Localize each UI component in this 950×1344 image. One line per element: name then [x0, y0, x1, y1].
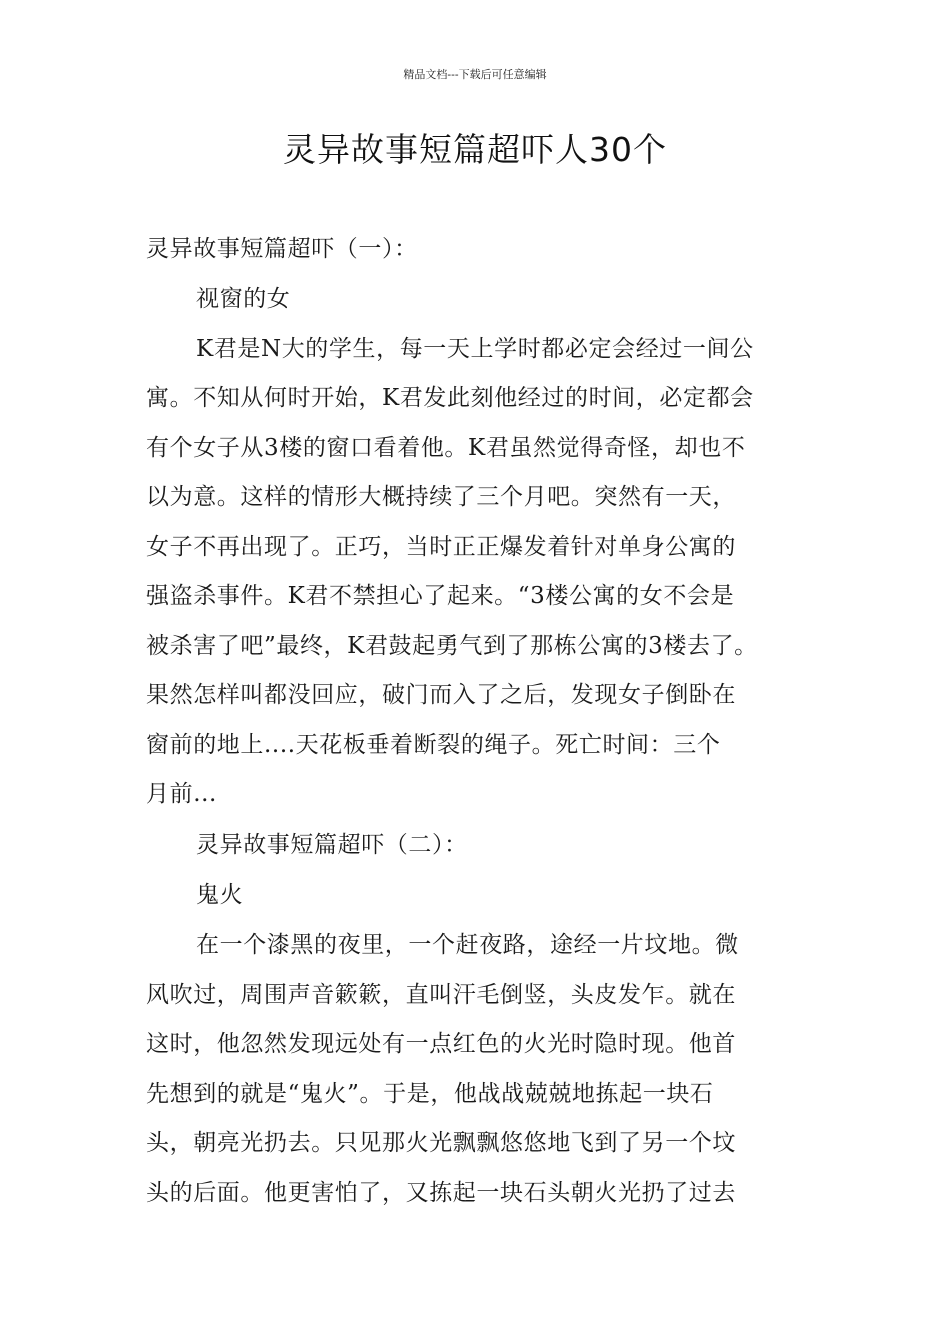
paragraph-line: 有个女子从3楼的窗口看着他。K君虽然觉得奇怪，却也不	[146, 435, 746, 461]
paragraph-line: 窗前的地上....天花板垂着断裂的绳子。死亡时间：三个	[146, 732, 721, 758]
section-heading-1: 灵异故事短篇超吓（一）：	[146, 236, 418, 262]
paragraph-line: 强盗杀事件。K君不禁担心了起来。“3楼公寓的女不会是	[146, 583, 735, 609]
paragraph-line: 头，朝亮光扔去。只见那火光飘飘悠悠地飞到了另一个坟	[146, 1130, 736, 1156]
paragraph-line: 风吹过，周围声音簌簌，直叫汗毛倒竖，头皮发乍。就在	[146, 982, 736, 1008]
section-heading-2: 灵异故事短篇超吓（二）：	[196, 832, 468, 858]
paragraph-line: 在一个漆黑的夜里，一个赶夜路，途经一片坟地。微	[196, 932, 739, 958]
paragraph-line: 寓。不知从何时开始，K君发此刻他经过的时间，必定都会	[146, 385, 754, 411]
page-title: 灵异故事短篇超吓人30个	[283, 130, 667, 169]
header-note: 精品文档---下载后可任意编辑	[403, 68, 547, 81]
paragraph-line: 女子不再出现了。正巧，当时正正爆发着针对单身公寓的	[146, 534, 736, 560]
paragraph-line: 月前...	[146, 781, 217, 807]
paragraph-line: 以为意。这样的情形大概持续了三个月吧。突然有一天，	[146, 484, 736, 510]
story-title-1: 视窗的女	[196, 286, 291, 312]
paragraph-line: 这时，他忽然发现远处有一点红色的火光时隐时现。他首	[146, 1031, 736, 1057]
story-title-2: 鬼火	[196, 882, 244, 908]
paragraph-line: 头的后面。他更害怕了，又拣起一块石头朝火光扔了过去	[146, 1180, 736, 1206]
paragraph-line: 果然怎样叫都没回应，破门而入了之后，发现女子倒卧在	[146, 682, 736, 708]
paragraph-line: 先想到的就是“鬼火”。于是，他战战兢兢地拣起一块石	[146, 1081, 714, 1107]
paragraph-line: K君是N大的学生，每一天上学时都必定会经过一间公	[196, 336, 754, 362]
paragraph-line: 被杀害了吧”最终，K君鼓起勇气到了那栋公寓的3楼去了。	[146, 633, 758, 659]
